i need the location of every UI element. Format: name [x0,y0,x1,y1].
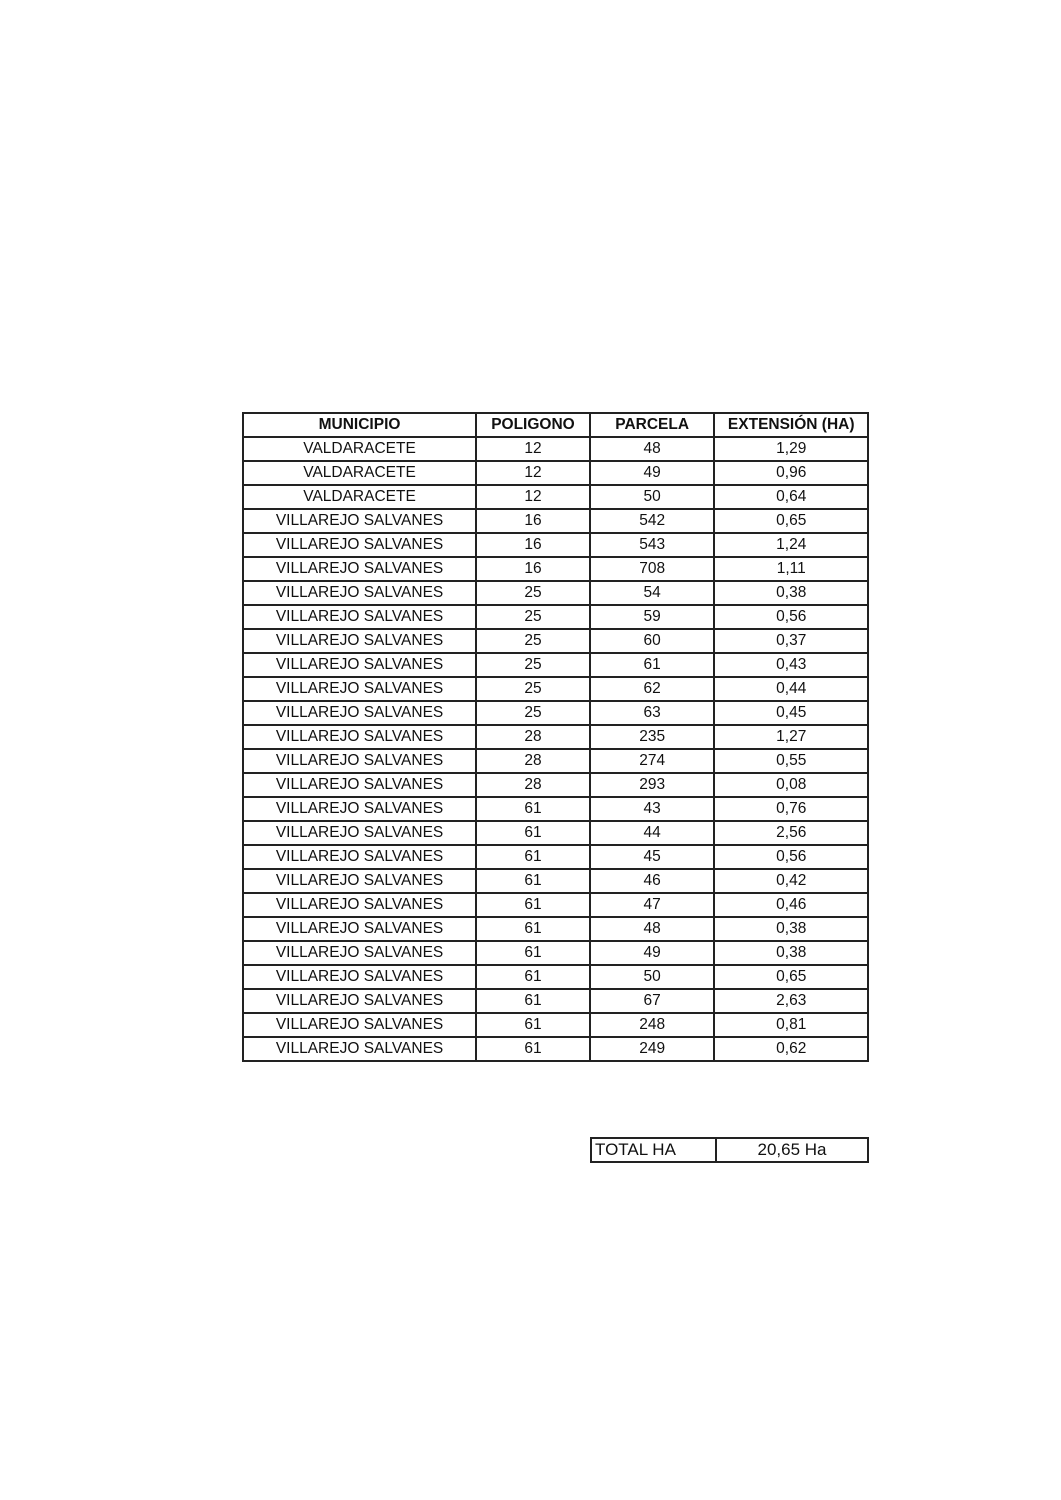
table-row [243,437,868,461]
cell-parcela: 54 [590,581,715,605]
cell-poligono: 16 [476,557,590,581]
cell-parcela: 249 [590,1037,715,1061]
header-extension: EXTENSIÓN (HA) [714,413,868,437]
cell-extension: 0,55 [714,749,868,773]
cell-extension: 0,38 [714,581,868,605]
cell-municipio: VILLAREJO SALVANES [243,533,476,557]
parcels-table [242,412,869,1062]
table-row [243,509,868,533]
cell-extension: 0,81 [714,1013,868,1037]
cell-poligono: 25 [476,605,590,629]
cell-extension: 2,63 [714,989,868,1013]
table-row [243,941,868,965]
cell-municipio: VILLAREJO SALVANES [243,869,476,893]
cell-municipio: VILLAREJO SALVANES [243,941,476,965]
cell-municipio: VILLAREJO SALVANES [243,965,476,989]
cell-parcela: 62 [590,677,715,701]
cell-municipio: VILLAREJO SALVANES [243,773,476,797]
cell-extension: 0,45 [714,701,868,725]
cell-extension: 1,11 [714,557,868,581]
cell-parcela: 45 [590,845,715,869]
cell-parcela: 50 [590,965,715,989]
table-row [243,725,868,749]
cell-extension: 0,46 [714,893,868,917]
total-value: 20,65 Ha [716,1138,868,1162]
cell-extension: 0,56 [714,845,868,869]
cell-parcela: 59 [590,605,715,629]
cell-extension: 0,76 [714,797,868,821]
cell-poligono: 61 [476,845,590,869]
total-label: TOTAL HA [591,1138,716,1162]
cell-extension: 2,56 [714,821,868,845]
cell-poligono: 25 [476,701,590,725]
cell-parcela: 48 [590,917,715,941]
table-row [243,533,868,557]
cell-poligono: 28 [476,749,590,773]
cell-poligono: 61 [476,821,590,845]
cell-poligono: 16 [476,509,590,533]
cell-municipio: VILLAREJO SALVANES [243,677,476,701]
table-body [243,437,868,1061]
cell-poligono: 25 [476,581,590,605]
cell-poligono: 16 [476,533,590,557]
cell-parcela: 293 [590,773,715,797]
cell-municipio: VILLAREJO SALVANES [243,725,476,749]
cell-municipio: VILLAREJO SALVANES [243,1013,476,1037]
table-row [243,989,868,1013]
cell-extension: 0,37 [714,629,868,653]
cell-extension: 0,65 [714,965,868,989]
table-row [243,917,868,941]
cell-municipio: VILLAREJO SALVANES [243,701,476,725]
cell-municipio: VILLAREJO SALVANES [243,629,476,653]
table-row [243,773,868,797]
table-row [243,653,868,677]
cell-municipio: VILLAREJO SALVANES [243,797,476,821]
cell-municipio: VILLAREJO SALVANES [243,605,476,629]
cell-poligono: 61 [476,893,590,917]
cell-extension: 0,65 [714,509,868,533]
cell-parcela: 60 [590,629,715,653]
cell-parcela: 542 [590,509,715,533]
cell-extension: 1,27 [714,725,868,749]
cell-poligono: 25 [476,629,590,653]
cell-municipio: VILLAREJO SALVANES [243,557,476,581]
cell-municipio: VALDARACETE [243,461,476,485]
cell-poligono: 61 [476,797,590,821]
cell-parcela: 50 [590,485,715,509]
cell-municipio: VILLAREJO SALVANES [243,893,476,917]
cell-parcela: 543 [590,533,715,557]
header-municipio: MUNICIPIO [243,413,476,437]
cell-municipio: VILLAREJO SALVANES [243,749,476,773]
cell-parcela: 274 [590,749,715,773]
cell-extension: 0,38 [714,917,868,941]
table-row [243,677,868,701]
cell-extension: 0,38 [714,941,868,965]
cell-parcela: 248 [590,1013,715,1037]
cell-municipio: VILLAREJO SALVANES [243,917,476,941]
table-row [243,1037,868,1061]
cell-extension: 0,08 [714,773,868,797]
table-row [243,629,868,653]
cell-poligono: 61 [476,989,590,1013]
table-row [243,845,868,869]
cell-parcela: 46 [590,869,715,893]
cell-poligono: 61 [476,1013,590,1037]
table-row [243,797,868,821]
cell-parcela: 708 [590,557,715,581]
cell-extension: 0,56 [714,605,868,629]
cell-poligono: 12 [476,485,590,509]
table-row [243,581,868,605]
table-header-row [243,413,868,437]
cell-parcela: 67 [590,989,715,1013]
table-row [243,1013,868,1037]
cell-poligono: 61 [476,869,590,893]
cell-extension: 0,43 [714,653,868,677]
table-row [243,485,868,509]
cell-municipio: VALDARACETE [243,485,476,509]
cell-poligono: 61 [476,1037,590,1061]
total-row [591,1138,868,1162]
cell-poligono: 12 [476,461,590,485]
cell-municipio: VILLAREJO SALVANES [243,845,476,869]
table-row [243,869,868,893]
cell-poligono: 61 [476,917,590,941]
table-row [243,965,868,989]
cell-poligono: 25 [476,653,590,677]
table-row [243,461,868,485]
cell-poligono: 28 [476,725,590,749]
table-row [243,557,868,581]
cell-extension: 0,62 [714,1037,868,1061]
cell-municipio: VILLAREJO SALVANES [243,509,476,533]
cell-parcela: 235 [590,725,715,749]
cell-municipio: VILLAREJO SALVANES [243,581,476,605]
table-row [243,605,868,629]
cell-poligono: 61 [476,941,590,965]
cell-municipio: VILLAREJO SALVANES [243,653,476,677]
cell-parcela: 43 [590,797,715,821]
table-row [243,701,868,725]
cell-parcela: 47 [590,893,715,917]
table-row [243,821,868,845]
cell-poligono: 28 [476,773,590,797]
cell-poligono: 25 [476,677,590,701]
table-row [243,893,868,917]
cell-parcela: 61 [590,653,715,677]
header-parcela: PARCELA [590,413,715,437]
cell-poligono: 12 [476,437,590,461]
table-row [243,749,868,773]
cell-poligono: 61 [476,965,590,989]
cell-parcela: 63 [590,701,715,725]
cell-municipio: VILLAREJO SALVANES [243,989,476,1013]
cell-extension: 0,42 [714,869,868,893]
header-poligono: POLIGONO [476,413,590,437]
cell-parcela: 49 [590,461,715,485]
cell-parcela: 44 [590,821,715,845]
cell-extension: 0,96 [714,461,868,485]
cell-extension: 0,44 [714,677,868,701]
cell-parcela: 49 [590,941,715,965]
cell-extension: 0,64 [714,485,868,509]
total-table [590,1137,869,1163]
cell-extension: 1,24 [714,533,868,557]
cell-municipio: VILLAREJO SALVANES [243,1037,476,1061]
cell-parcela: 48 [590,437,715,461]
cell-municipio: VILLAREJO SALVANES [243,821,476,845]
cell-municipio: VALDARACETE [243,437,476,461]
cell-extension: 1,29 [714,437,868,461]
